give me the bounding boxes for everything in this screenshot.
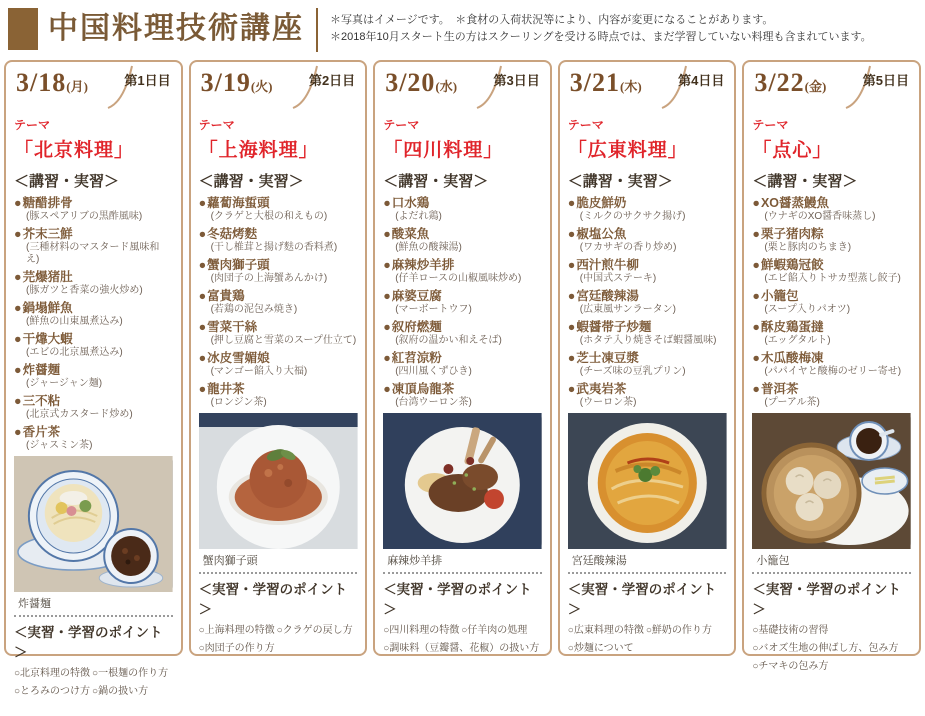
dish-name: 冬菇烤麩	[207, 227, 258, 241]
photo-block	[568, 413, 727, 570]
dish-list	[383, 196, 542, 413]
dish-name: 紅苕涼粉	[391, 351, 442, 365]
point-item: ○炒麺について	[567, 643, 634, 654]
dish-item	[383, 227, 542, 254]
dish-item	[14, 196, 173, 223]
photo-block	[14, 456, 173, 613]
dish-description: (広東風サンラータン)	[579, 304, 676, 315]
dish-list	[199, 196, 358, 413]
point-bullet-icon: ○	[752, 643, 759, 654]
dish-item	[14, 363, 173, 390]
photo-block	[199, 413, 358, 570]
point-bullet-icon: ○	[276, 625, 283, 636]
dish-bullet-icon: ●	[752, 196, 760, 210]
dish-item	[568, 196, 727, 223]
dish-item	[568, 227, 727, 254]
dish-bullet-icon: ●	[567, 289, 576, 303]
dish-description: (若鶏の泥包み焼き)	[210, 304, 298, 315]
dish-item	[752, 258, 911, 285]
points-list	[199, 621, 358, 673]
point-item: ○バオズ生地の伸ばし方、包み方	[752, 643, 899, 654]
dish-name: 干㸆大蝦	[22, 332, 73, 346]
dish-description: (豚ガツと香菜の強火炒め)	[26, 285, 143, 296]
dish-name: 武夷岩茶	[576, 382, 627, 396]
dish-item	[14, 227, 173, 266]
photo-block	[752, 413, 911, 570]
points-heading: ＜実習・学習のポイント＞	[198, 582, 348, 617]
dish-description: (四川風くずひき)	[395, 366, 472, 377]
points-heading: ＜実習・学習のポイント＞	[383, 582, 532, 617]
dish-name: 三不粘	[22, 394, 61, 408]
dish-item	[383, 289, 542, 316]
points-heading: ＜実習・学習のポイント＞	[14, 625, 163, 660]
dish-name: 宮廷酸辣湯	[576, 289, 639, 303]
dish-item	[752, 227, 911, 254]
point-item: ○一根麺の作り方	[92, 668, 169, 679]
dish-name: 香片茶	[22, 425, 61, 439]
dish-name: 蟹肉獅子頭	[207, 258, 270, 272]
dish-name: 凍頂烏龍茶	[391, 382, 455, 396]
theme-title: 「四川料理」	[383, 140, 504, 161]
dish-item	[14, 425, 173, 452]
point-bullet-icon: ○	[92, 686, 99, 697]
dish-bullet-icon: ●	[198, 351, 207, 365]
dish-name: 鮮蝦鶏冠餃	[760, 258, 824, 272]
dish-bullet-icon: ●	[14, 227, 22, 241]
point-item: ○調味料（豆瓣醤、花椒）の扱い方	[383, 643, 540, 654]
dish-name: 鍋塌鮮魚	[22, 301, 73, 315]
dish-name: 蘿蔔海蜇頭	[207, 196, 270, 210]
point-bullet-icon: ○	[383, 625, 390, 636]
dish-bullet-icon: ●	[752, 320, 760, 334]
dish-bullet-icon: ●	[198, 320, 207, 334]
point-item: ○チマキの包み方	[752, 661, 829, 672]
dish-description: (ウナギのXO醤香味蒸し)	[764, 211, 876, 222]
dish-description: (チーズ味の豆乳プリン)	[579, 366, 686, 377]
lecture-heading: ＜講習・実習＞	[567, 173, 673, 190]
point-item: ○基礎技術の習得	[752, 625, 829, 636]
lecture-heading: ＜講習・実習＞	[14, 173, 120, 190]
dish-bullet-icon: ●	[14, 270, 22, 284]
photo-lamb-chops	[383, 413, 542, 549]
dish-name: 椒塩公魚	[576, 227, 627, 241]
point-bullet-icon: ○	[14, 686, 21, 697]
dish-name: 芥末三鮮	[22, 227, 73, 241]
photo-caption: 宮廷酸辣湯	[571, 555, 627, 567]
dish-name: 脆皮鮮奶	[576, 196, 627, 210]
header	[0, 0, 925, 58]
dish-item	[568, 320, 727, 347]
points-heading: ＜実習・学習のポイント＞	[567, 582, 717, 617]
date: 3/22(金)	[754, 68, 827, 97]
point-bullet-icon: ○	[383, 643, 390, 654]
dish-item	[568, 289, 727, 316]
day-number-label: 第2日目	[308, 73, 356, 88]
dish-description: (台湾ウーロン茶)	[395, 397, 472, 408]
dotted-divider	[568, 572, 727, 574]
dish-name: 酥皮鶏蛋撻	[760, 320, 824, 334]
theme-label: テーマ	[198, 118, 235, 132]
dish-bullet-icon: ●	[198, 227, 207, 241]
points-list	[383, 621, 542, 673]
points-heading: ＜実習・学習のポイント＞	[752, 582, 901, 617]
dish-name: 雪菜干絲	[207, 320, 258, 334]
point-bullet-icon: ○	[645, 625, 652, 636]
dish-item	[199, 258, 358, 285]
dish-item	[199, 289, 358, 316]
points-list	[568, 621, 727, 673]
photo-zhajiangmian	[14, 456, 173, 592]
dish-description: (仔羊ロースの山椒風味炒め)	[395, 273, 522, 284]
dish-description: (押し豆腐と雪菜のスープ仕立て)	[210, 335, 357, 346]
dish-description: (中国式ステーキ)	[579, 273, 657, 284]
dish-description: (ロンジン茶)	[210, 397, 267, 408]
note-line: ＊写真はイメージです。 ＊食材の入荷状況等により、内容が変更になることがあります。	[330, 14, 774, 26]
dish-item	[199, 227, 358, 254]
point-bullet-icon: ○	[461, 625, 468, 636]
dish-description: (パパイヤと酸梅のゼリー寄せ)	[764, 366, 902, 377]
dish-name: 小籠包	[760, 289, 799, 303]
dish-name: 口水鶏	[391, 196, 430, 210]
dish-bullet-icon: ●	[14, 425, 22, 439]
dish-bullet-icon: ●	[383, 289, 391, 303]
point-item: ○広東料理の特徴	[567, 625, 644, 636]
dish-description: (豚スペアリブの黒酢風味)	[26, 211, 143, 222]
card-header	[568, 68, 727, 108]
dish-description: (ミルクのサクサク揚げ)	[579, 211, 686, 222]
point-item: ○鮮奶の作り方	[645, 625, 712, 636]
dish-name: 糖醋排骨	[22, 196, 73, 210]
theme-title: 「北京料理」	[14, 140, 135, 161]
dish-item	[752, 196, 911, 223]
theme-title: 「上海料理」	[198, 140, 319, 161]
date: 3/18(月)	[16, 68, 88, 97]
dish-description: (エッグタルト)	[764, 335, 831, 346]
lecture-heading: ＜講習・実習＞	[383, 173, 489, 190]
dish-item	[199, 382, 358, 409]
dish-name: 叙府燃麺	[391, 320, 442, 334]
dish-description: (北京式カスタード炒め)	[26, 409, 133, 420]
theme-title: 「広東料理」	[567, 140, 688, 161]
point-bullet-icon: ○	[92, 668, 99, 679]
point-item: ○鍋の扱い方	[92, 686, 149, 697]
dish-description: (鮮魚の山東風煮込み)	[26, 316, 123, 327]
dish-bullet-icon: ●	[567, 258, 576, 272]
dish-bullet-icon: ●	[14, 301, 22, 315]
dish-name: 麻辣炒羊排	[391, 258, 455, 272]
dish-item	[14, 332, 173, 359]
dotted-divider	[14, 615, 173, 617]
dish-bullet-icon: ●	[14, 394, 22, 408]
dish-item	[199, 320, 358, 347]
dish-name: 冰皮雪媚娘	[207, 351, 270, 365]
dish-description: (鮮魚の酸辣湯)	[395, 242, 462, 253]
dish-bullet-icon: ●	[567, 227, 576, 241]
dish-list	[752, 196, 911, 413]
points-list	[14, 664, 173, 716]
point-item: ○仔羊肉の処理	[461, 625, 528, 636]
point-bullet-icon: ○	[752, 661, 759, 672]
dish-description: (ワカサギの香り炒め)	[579, 242, 677, 253]
card-header	[199, 68, 358, 108]
dish-item	[752, 320, 911, 347]
dish-item	[752, 382, 911, 409]
date: 3/21(木)	[569, 68, 642, 97]
dish-name: 炸醤麺	[22, 363, 61, 377]
day-number-label: 第4日目	[678, 73, 725, 88]
dish-description: (ジャスミン茶)	[26, 440, 93, 451]
point-item: ○上海料理の特徴	[198, 625, 275, 636]
day-card-1	[4, 60, 183, 697]
dotted-divider	[752, 572, 911, 574]
dish-item	[383, 258, 542, 285]
photo-caption: 小籠包	[756, 555, 790, 567]
dish-bullet-icon: ●	[752, 351, 760, 365]
dish-description: (マンゴー餡入り大福)	[210, 366, 308, 377]
day-card-3	[373, 60, 552, 656]
dish-list	[14, 196, 173, 456]
dish-bullet-icon: ●	[567, 351, 576, 365]
dish-description: (ジャージャン麺)	[26, 378, 103, 389]
dish-description: (肉団子の上海蟹あんかけ)	[210, 273, 328, 284]
theme-label: テーマ	[567, 118, 604, 132]
day-number-label: 第5日目	[862, 73, 909, 88]
dish-description: (よだれ鶏)	[395, 211, 442, 222]
dish-name: 西汁煎牛柳	[576, 258, 639, 272]
point-bullet-icon: ○	[198, 643, 205, 654]
dotted-divider	[383, 572, 542, 574]
dish-bullet-icon: ●	[567, 196, 576, 210]
dish-bullet-icon: ●	[383, 227, 391, 241]
dish-bullet-icon: ●	[383, 196, 391, 210]
dish-description: (ウーロン茶)	[579, 397, 637, 408]
theme-title: 「点心」	[752, 140, 833, 161]
schedule-board	[0, 58, 925, 697]
day-number-label: 第1日目	[124, 73, 171, 88]
point-item: ○肉団子の作り方	[198, 643, 275, 654]
dish-description: (スープ入りパオツ)	[764, 304, 851, 315]
dish-bullet-icon: ●	[752, 258, 760, 272]
dish-description: (叙府の温かい和えそば)	[395, 335, 502, 346]
dish-name: 芫爆猪肚	[22, 270, 73, 284]
photo-block	[383, 413, 542, 570]
header-divider	[316, 8, 318, 52]
day-number-label: 第3日目	[493, 73, 540, 88]
dish-name: XO醤蒸鰻魚	[760, 196, 829, 210]
lecture-heading: ＜講習・実習＞	[752, 173, 858, 190]
card-header	[14, 68, 173, 108]
points-list	[752, 621, 911, 673]
dish-name: 木瓜酸梅凍	[760, 351, 824, 365]
dish-item	[199, 196, 358, 223]
dish-name: 普洱茶	[760, 382, 799, 396]
point-bullet-icon: ○	[567, 625, 574, 636]
dish-bullet-icon: ●	[752, 227, 760, 241]
dish-bullet-icon: ●	[198, 196, 207, 210]
point-bullet-icon: ○	[14, 668, 21, 679]
dish-bullet-icon: ●	[198, 258, 207, 272]
point-item: ○とろみのつけ方	[14, 686, 91, 697]
dish-bullet-icon: ●	[567, 320, 576, 334]
dish-item	[752, 351, 911, 378]
point-item: ○北京料理の特徴	[14, 668, 91, 679]
dish-description: (エビ餡入りトサカ型蒸し餃子)	[764, 273, 901, 284]
day-card-5	[742, 60, 921, 672]
dish-name: 龍井茶	[207, 382, 245, 396]
date: 3/19(火)	[200, 68, 273, 97]
dish-name: 麻婆豆腐	[391, 289, 442, 303]
dish-name: 富貴鶏	[207, 289, 245, 303]
dish-description: (ホタテ入り焼きそば蝦醤風味)	[579, 335, 717, 346]
dish-bullet-icon: ●	[383, 258, 391, 272]
theme-label: テーマ	[752, 118, 789, 132]
dish-item	[383, 320, 542, 347]
dish-name: 栗子猪肉粽	[760, 227, 824, 241]
dish-bullet-icon: ●	[383, 382, 391, 396]
dish-bullet-icon: ●	[14, 363, 22, 377]
lecture-heading: ＜講習・実習＞	[198, 173, 304, 190]
dish-description: (干し椎茸と揚げ麩の香料煮)	[210, 242, 338, 253]
dish-list	[568, 196, 727, 413]
dish-bullet-icon: ●	[567, 382, 576, 396]
dish-description: (プーアル茶)	[764, 397, 820, 408]
dish-item	[383, 351, 542, 378]
dish-item	[199, 351, 358, 378]
dish-item	[14, 394, 173, 421]
point-bullet-icon: ○	[198, 625, 205, 636]
note-line: ＊2018年10月スタート生の方はスクーリングを受ける時点では、まだ学習していない料理も含まれています。	[330, 31, 872, 43]
day-card-2	[189, 60, 368, 656]
dish-bullet-icon: ●	[752, 382, 760, 396]
dish-bullet-icon: ●	[198, 289, 207, 303]
header-notes	[330, 8, 872, 46]
photo-lionhead-meatball	[199, 413, 358, 549]
dish-bullet-icon: ●	[383, 320, 391, 334]
dish-item	[383, 196, 542, 223]
date: 3/20(水)	[385, 68, 458, 97]
photo-xiaolongbao	[752, 413, 911, 549]
dish-description: (マーボートウフ)	[395, 304, 472, 315]
page-title: 中国料理技術講座	[48, 12, 304, 45]
dish-item	[752, 289, 911, 316]
photo-caption: 炸醤麺	[18, 598, 51, 610]
dish-item	[568, 382, 727, 409]
dish-item	[14, 301, 173, 328]
card-header	[383, 68, 542, 108]
theme-label: テーマ	[14, 118, 51, 132]
day-card-4	[558, 60, 737, 656]
photo-hot-sour-soup	[568, 413, 727, 549]
dish-description: (クラゲと大根の和えもの)	[210, 211, 328, 222]
brand-square-icon	[8, 8, 38, 50]
dish-bullet-icon: ●	[383, 351, 391, 365]
dish-name: 酸菜魚	[391, 227, 430, 241]
point-bullet-icon: ○	[567, 643, 574, 654]
photo-caption: 麻辣炒羊排	[387, 555, 443, 567]
dish-name: 蝦醤帯子炒麺	[576, 320, 652, 334]
dotted-divider	[199, 572, 358, 574]
dish-item	[383, 382, 542, 409]
point-bullet-icon: ○	[752, 625, 759, 636]
dish-description: (三種材料のマスタード風味和え)	[26, 242, 160, 265]
dish-item	[568, 258, 727, 285]
dish-bullet-icon: ●	[198, 382, 207, 396]
theme-label: テーマ	[383, 118, 420, 132]
point-item: ○四川料理の特徴	[383, 625, 460, 636]
card-header	[752, 68, 911, 108]
dish-name: 芝士凍豆漿	[576, 351, 639, 365]
dish-item	[14, 270, 173, 297]
dish-description: (エビの北京風煮込み)	[26, 347, 123, 358]
point-item: ○クラゲの戻し方	[276, 625, 353, 636]
dish-bullet-icon: ●	[752, 289, 760, 303]
dish-bullet-icon: ●	[14, 332, 22, 346]
dish-item	[568, 351, 727, 378]
dish-bullet-icon: ●	[14, 196, 22, 210]
dish-description: (栗と豚肉のちまき)	[764, 242, 852, 253]
photo-caption: 蟹肉獅子頭	[202, 555, 258, 567]
